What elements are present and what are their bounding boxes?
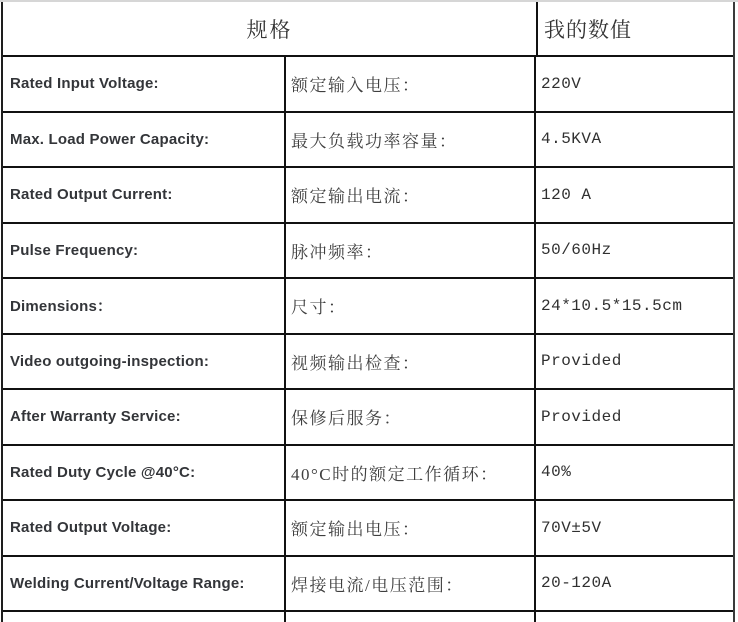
spec-en-cell: Dimensions： xyxy=(3,279,286,333)
table-row xyxy=(3,335,733,391)
spec-zh-cell: 脉冲频率： xyxy=(286,224,536,278)
table-row xyxy=(3,279,733,335)
table-body xyxy=(3,57,733,612)
value-cell: 70V±5V xyxy=(541,518,602,537)
partial-next-row xyxy=(3,612,733,622)
spec-zh-cell: 额定输出电流： xyxy=(286,168,536,222)
spec-zh-cell: 焊接电流/电压范围： xyxy=(286,557,536,611)
spec-en-cell: Rated Output Voltage: xyxy=(3,501,286,555)
spec-en-cell: Video outgoing-inspection: xyxy=(3,335,286,389)
spec-en-cell: Welding Current/Voltage Range: xyxy=(3,557,286,611)
spec-zh-cell: 尺寸： xyxy=(286,279,536,333)
spec-en-cell: Rated Output Current: xyxy=(3,168,286,222)
value-column-header: 我的数值 xyxy=(544,17,632,42)
spec-zh-cell: 保修后服务： xyxy=(286,390,536,444)
spec-en-cell: Max. Load Power Capacity: xyxy=(3,113,286,167)
table-header-row xyxy=(3,2,733,57)
value-cell: 50/60Hz xyxy=(541,241,612,260)
value-cell: 40% xyxy=(541,463,572,482)
spec-zh-cell: 额定输入电压： xyxy=(286,57,536,111)
partial-spec-en-cell xyxy=(3,612,286,622)
spec-en-cell: After Warranty Service: xyxy=(3,390,286,444)
spec-zh-cell: 40°C时的额定工作循环： xyxy=(286,446,536,500)
table-row xyxy=(3,113,733,169)
table-row xyxy=(3,390,733,446)
value-cell: 220V xyxy=(541,74,582,93)
value-cell: 24*10.5*15.5cm xyxy=(541,296,683,315)
partial-spec-zh-cell xyxy=(286,612,536,622)
value-cell: 4.5KVA xyxy=(541,130,602,149)
table-row xyxy=(3,557,733,613)
table-row xyxy=(3,57,733,113)
spec-column-header: 规格 xyxy=(3,2,538,55)
spec-en-cell: Rated Duty Cycle @40°C: xyxy=(3,446,286,500)
partial-value-cell xyxy=(536,612,733,622)
value-cell: Provided xyxy=(541,407,622,426)
spec-en-cell: Pulse Frequency: xyxy=(3,224,286,278)
spec-zh-cell: 视频输出检查： xyxy=(286,335,536,389)
table-row xyxy=(3,168,733,224)
table-row xyxy=(3,501,733,557)
spec-zh-cell: 最大负载功率容量： xyxy=(286,113,536,167)
table-row xyxy=(3,224,733,280)
value-cell: 20-120A xyxy=(541,574,612,593)
spec-table xyxy=(1,2,735,622)
spec-zh-cell: 额定输出电压： xyxy=(286,501,536,555)
spec-en-cell: Rated Input Voltage: xyxy=(3,57,286,111)
table-row xyxy=(3,446,733,502)
value-cell: Provided xyxy=(541,352,622,371)
value-cell: 120 A xyxy=(541,185,592,204)
